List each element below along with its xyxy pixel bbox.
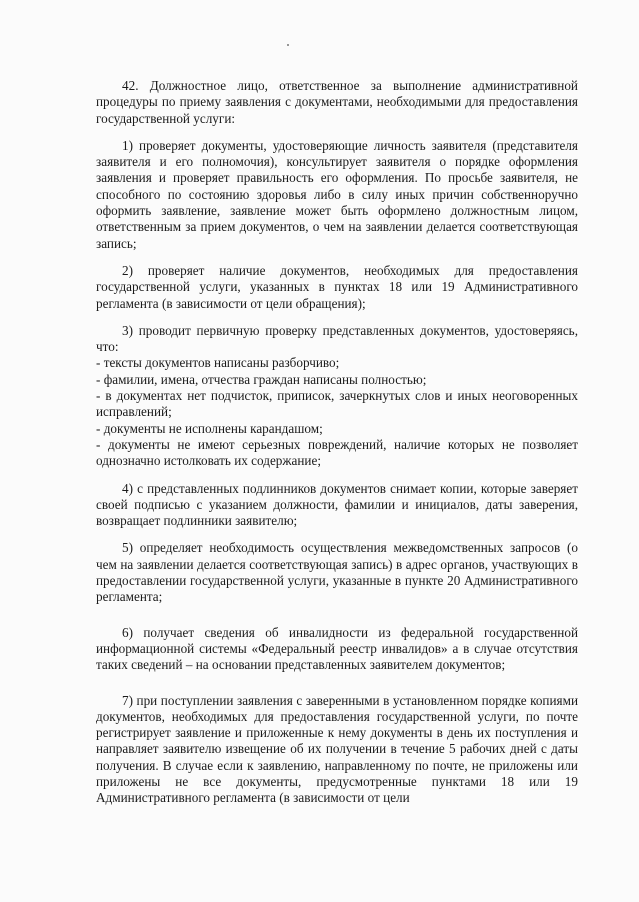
checklist-item: - в документах нет подчисток, приписок, зачеркнутых слов и иных неоговоренных исправлений; [96,388,578,420]
paragraph-42-intro: 42. Должностное лицо, ответственное за выполнение административной процедуры по приему заявления с документами, необходимыми для предоставления государственной услуги: [96,78,578,126]
paragraph-item-3: 3) проводит первичную проверку представленных документов, удостоверяясь, что: [96,322,578,355]
paragraph-item-5: 5) определяет необходимость осуществления межведомственных запросов (о чем на заявлении делается соответствующая запись) в адрес органов, участвующих в предоставлении государственной услуги, указанные в пункте 20 Административного регламента; [96,540,578,605]
checklist-item: - фамилии, имена, отчества граждан написаны полностью; [96,371,427,387]
checklist-item: - документы не исполнены карандашом; [96,420,323,436]
paragraph-item-2: 2) проверяет наличие документов, необходимых для предоставления государственной услуги, указанных в пунктах 18 или 19 Административного регламента (в зависимости от цели обращения); [96,262,578,311]
paragraph-item-7: 7) при поступлении заявления с заверенными в установленном порядке копиями документов, необходимых для предоставления государственной услуги, по почте регистрирует заявление и приложенные к нему документы в день их поступления и направляет заявителю извещение об их получении в течение 5 рабочих дней с даты получения. В случае если к заявлению, направленному по почте, не приложены или приложены не все документы, предусмотренные пунктами 18 или 19 Административного регламента (в зависимости от цели [96,692,578,806]
document-body [96,78,578,807]
scan-dot [287,44,289,46]
checklist-item: - тексты документов написаны разборчиво; [96,355,340,371]
paragraph-item-4: 4) с представленных подлинников документов снимает копии, которые заверяет своей подписью с указанием должности, фамилии и инициалов, даты заверения, возвращает подлинники заявителю; [96,480,578,529]
paragraph-item-6: 6) получает сведения об инвалидности из федеральной государственной информационной системы «Федеральный реестр инвалидов» а в случае отсутствия таких сведений – на основании представленных заявителем документов; [96,624,578,673]
paragraph-item-1: 1) проверяет документы, удостоверяющие личность заявителя (представителя заявителя и его полномочия), консультирует заявителя о порядке оформления заявления и проверяет правильность его оформления. По просьбе заявителя, не способного по состоянию здоровья либо в силу иных причин собственноручно оформить заявление, заявление может быть оформлено должностным лицом, ответственным за прием документов, о чем на заявлении делается соответствующая запись; [96,137,578,251]
checklist-item: - документы не имеют серьезных повреждений, наличие которых не позволяет однозначно истолковать их содержание; [96,436,578,469]
